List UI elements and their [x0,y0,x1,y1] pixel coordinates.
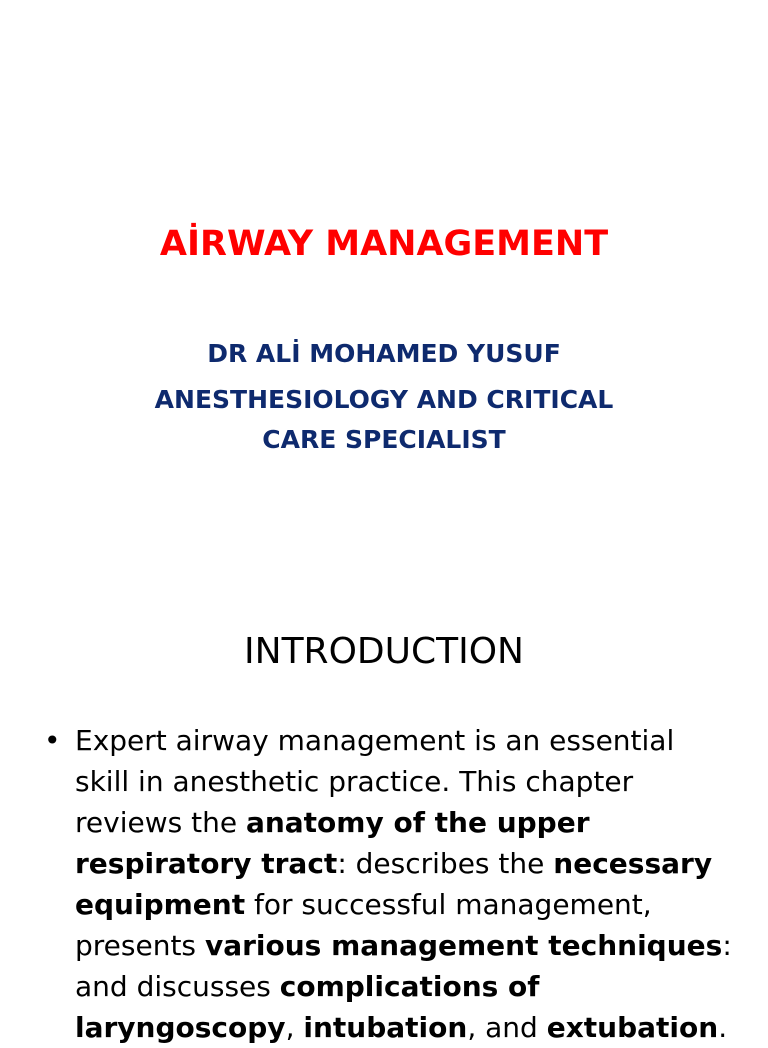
bullet-item [44,720,734,1048]
bullet-marker: • [44,724,61,757]
text-segment: , [285,1011,304,1044]
text-segment: . [718,1011,728,1044]
presentation-title: AİRWAY MANAGEMENT [159,224,609,264]
emphasis-extubation: extubation [546,1011,719,1044]
author-role-line-2: CARE SPECIALIST [262,425,506,454]
text-segment: : describes the [337,847,554,880]
emphasis-anatomy: anatomy of the upper respiratory tract [75,806,590,880]
emphasis-equipment: necessary equipment [75,847,713,921]
introduction-heading: INTRODUCTION [244,631,524,672]
text-segment: for successful management, presents [75,888,652,962]
author-name: DR ALİ MOHAMED YUSUF [207,339,561,368]
introduction-slide [0,576,768,1044]
author-block [0,334,768,460]
text-segment: Expert airway management is an essential skill in anesthetic practice. This chapter reviews the [75,724,675,839]
bullet-text [75,720,734,1048]
emphasis-complications: complications of laryngoscopy [75,970,540,1044]
text-segment: : and discusses [75,929,732,1003]
emphasis-techniques: various management techniques [204,929,723,962]
emphasis-intubation: intubation [303,1011,468,1044]
text-segment: , and [467,1011,547,1044]
author-role-line-1: ANESTHESIOLOGY AND CRITICAL [154,385,614,414]
